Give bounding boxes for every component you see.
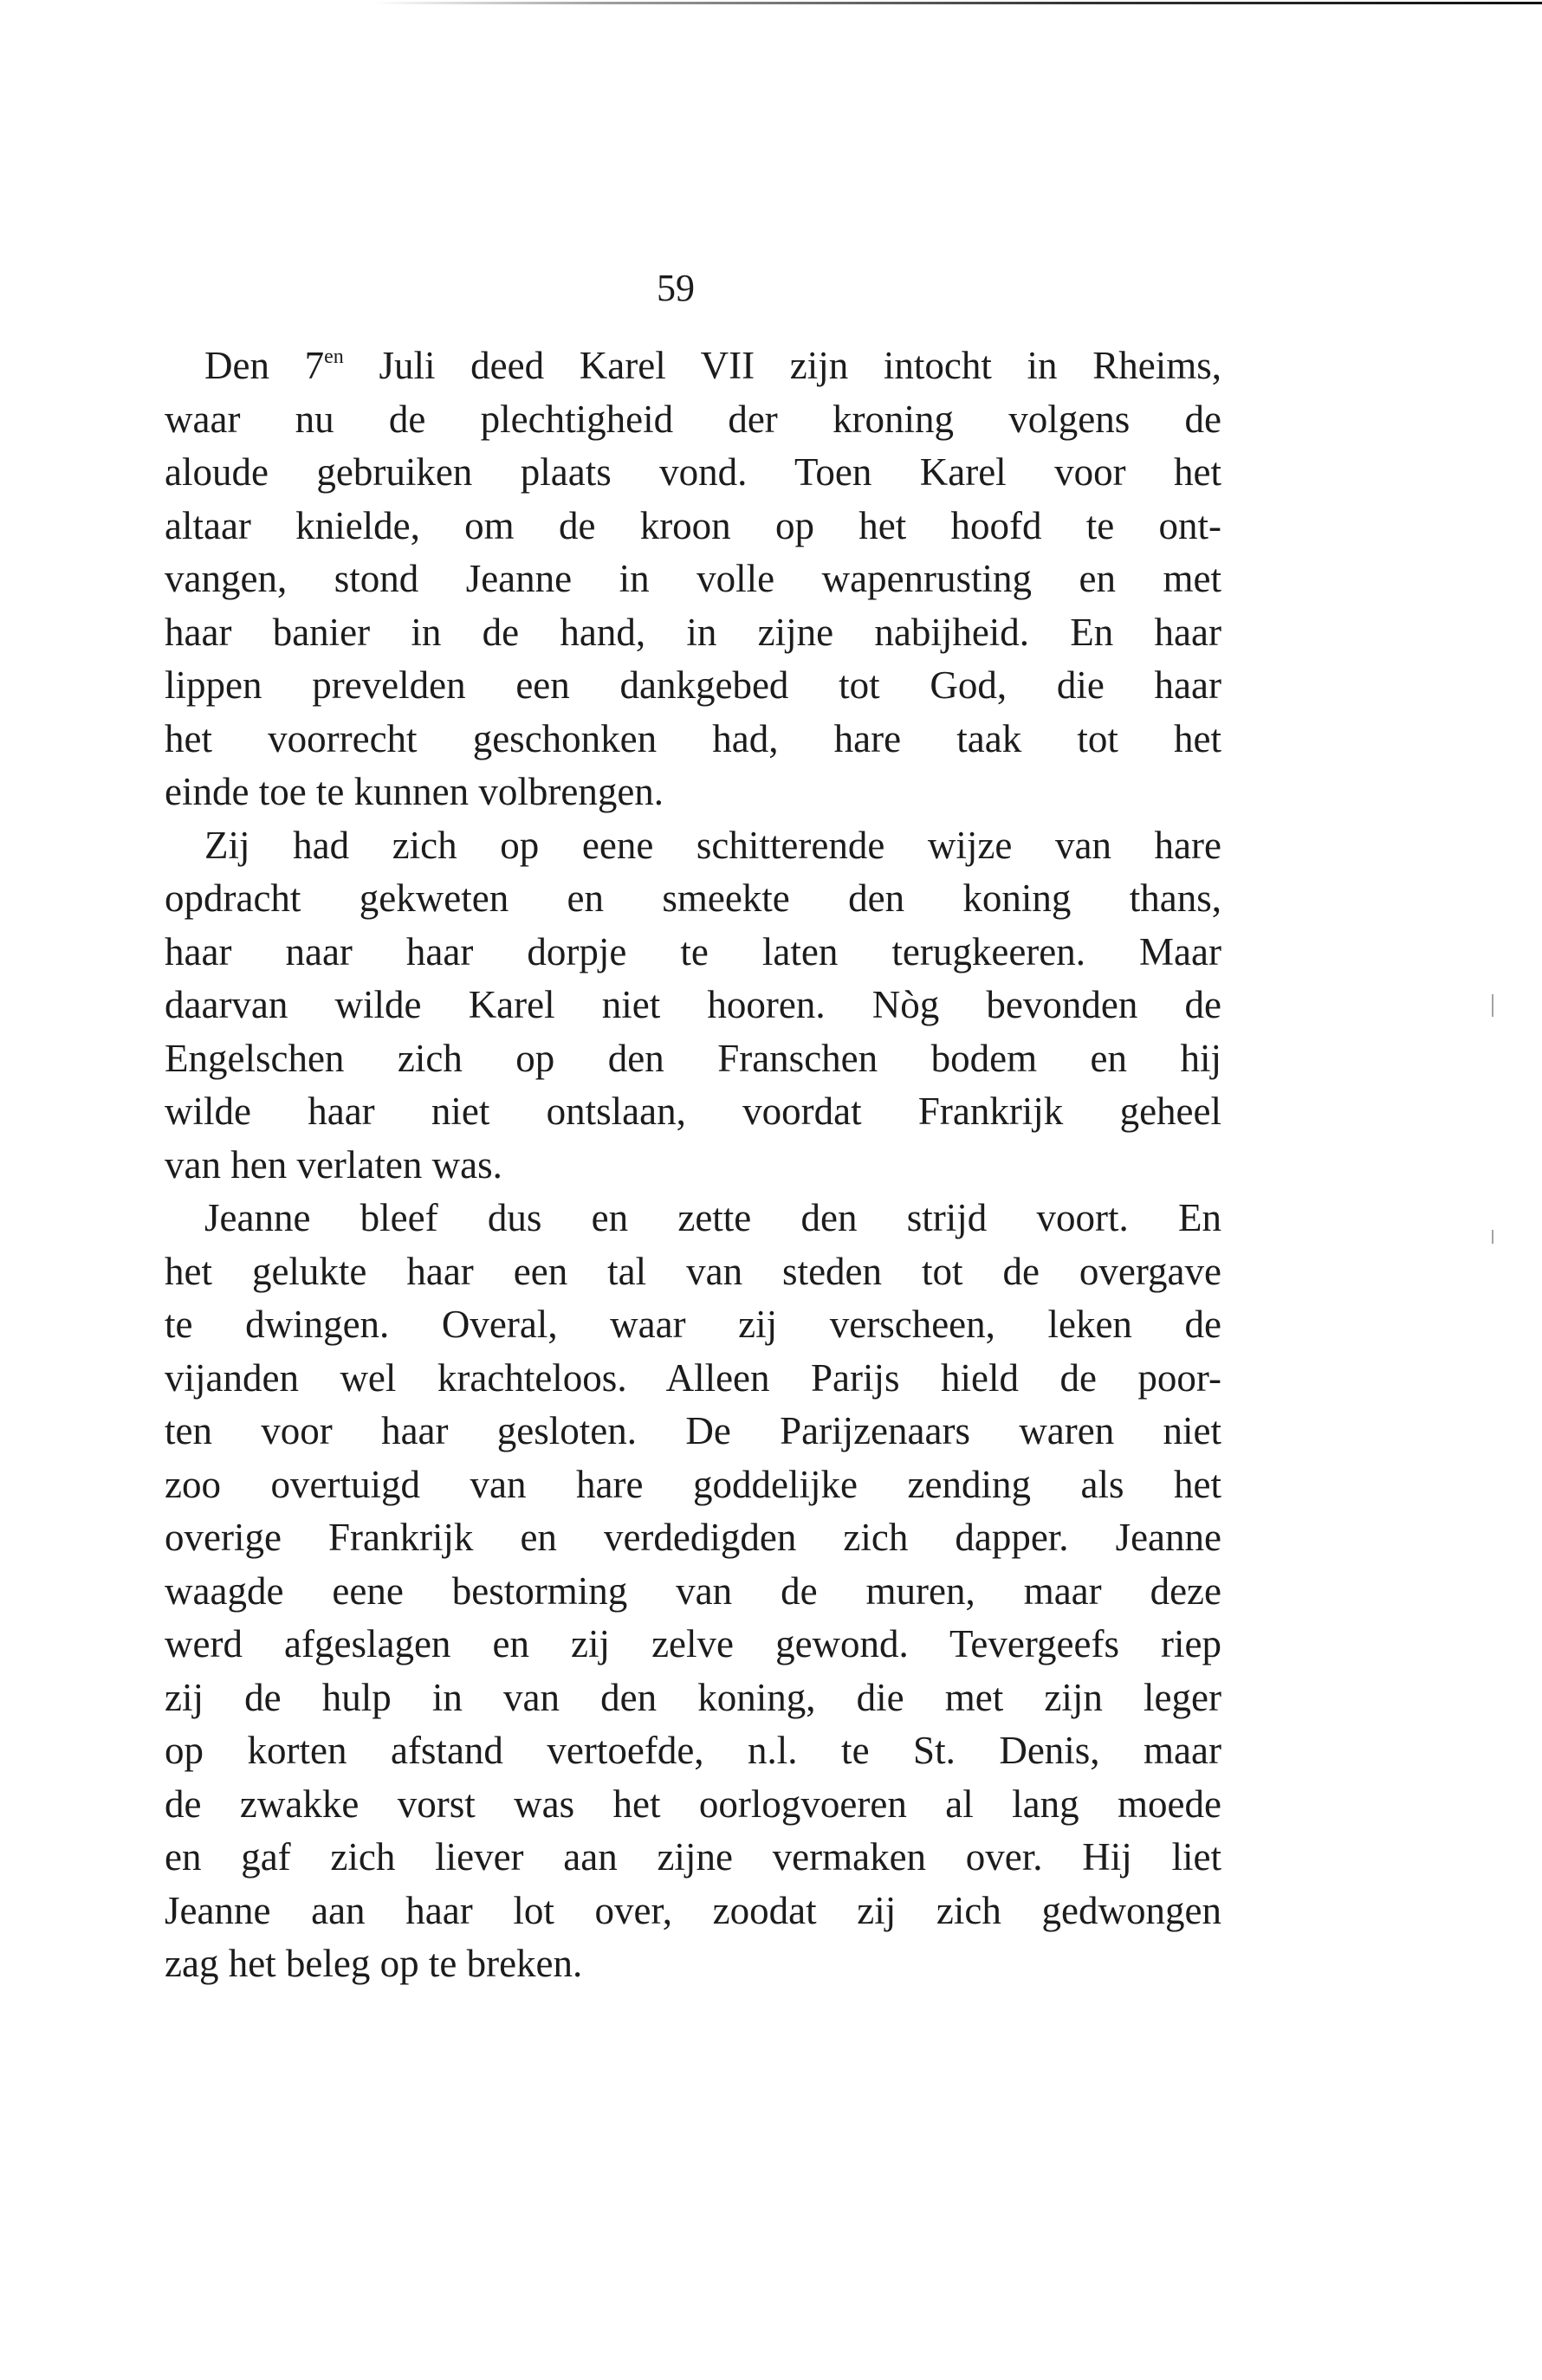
text-line: vijanden wel krachteloos. Alleen Parijs hield de poor- — [165, 1355, 1221, 1400]
text-line: vangen, stond Jeanne in volle wapenrusting en met — [165, 557, 1221, 600]
text-line: Jeanne bleef dus en zette den strijd voort. En — [204, 1196, 1221, 1239]
paragraph-1 — [165, 340, 1221, 819]
text-line: te dwingen. Overal, waar zij verscheen, leken de — [165, 1303, 1221, 1346]
ordinal-suffix: en — [324, 346, 344, 368]
text-line: overige Frankrijk en verdedigden zich dapper. Jeanne — [165, 1516, 1221, 1559]
text-line: altaar knielde, om de kroon op het hoofd te ont- — [165, 503, 1221, 547]
text-line: Den $7^{en}$ Juli deed Karel VII zijn intocht in Rheims, — [204, 344, 1221, 387]
text-line: einde toe te kunnen volbrengen. — [165, 770, 664, 813]
text-line: de zwakke vorst was het oorlogvoeren al lang moede — [165, 1782, 1221, 1826]
text-line: haar banier in de hand, in zijne nabijheid. En haar — [165, 610, 1221, 654]
text-line: daarvan wilde Karel niet hooren. Nòg bevonden de — [165, 983, 1221, 1026]
text-line: waar nu de plechtigheid der kroning volgens de — [165, 397, 1221, 441]
text-line: haar naar haar dorpje te laten terugkeeren. Maar — [165, 929, 1221, 973]
text-line: op korten afstand vertoefde, n.l. te St. Denis, maar — [165, 1729, 1221, 1772]
scan-edge-line — [373, 2, 1542, 4]
body-text — [165, 340, 1221, 1991]
text-line: opdracht gekweten en smeekte den koning thans, — [165, 876, 1221, 920]
text-line: ten voor haar gesloten. De Parijzenaars waren niet — [165, 1409, 1221, 1452]
text-line: werd afgeslagen en zij zelve gewond. Tevergeefs riep — [165, 1622, 1221, 1665]
text-line: Jeanne aan haar lot over, zoodat zij zich gedwongen — [165, 1888, 1221, 1932]
text-line: Zij had zich op eene schitterende wijze van hare — [204, 823, 1221, 867]
paragraph-2 — [165, 819, 1221, 1193]
text-line: zoo overtuigd van hare goddelijke zending als het — [165, 1462, 1221, 1506]
text-line: waagde eene bestorming van de muren, maar deze — [165, 1568, 1221, 1613]
scan-speck — [1492, 1230, 1493, 1244]
text-line: het voorrecht geschonken had, hare taak tot het — [165, 716, 1221, 760]
text-line: zij de hulp in van den koning, die met zijn leger — [165, 1675, 1221, 1719]
text-line: en gaf zich liever aan zijne vermaken over. Hij liet — [165, 1835, 1221, 1879]
text-line: van hen verlaten was. — [165, 1142, 502, 1187]
text-line: Engelschen zich op den Franschen bodem en hij — [165, 1036, 1221, 1080]
text-line: lippen prevelden een dankgebed tot God, die haar — [165, 663, 1221, 707]
text-line: wilde haar niet ontslaan, voordat Frankrijk geheel — [165, 1090, 1221, 1133]
paragraph-3 — [165, 1192, 1221, 1991]
text-line: het gelukte haar een tal van steden tot de overgave — [165, 1249, 1221, 1293]
scan-speck — [1492, 994, 1493, 1017]
text-line: aloude gebruiken plaats vond. Toen Karel voor het — [165, 450, 1221, 494]
page-number: 59 — [657, 267, 695, 309]
text-line: zag het beleg op te breken. — [165, 1942, 583, 1985]
